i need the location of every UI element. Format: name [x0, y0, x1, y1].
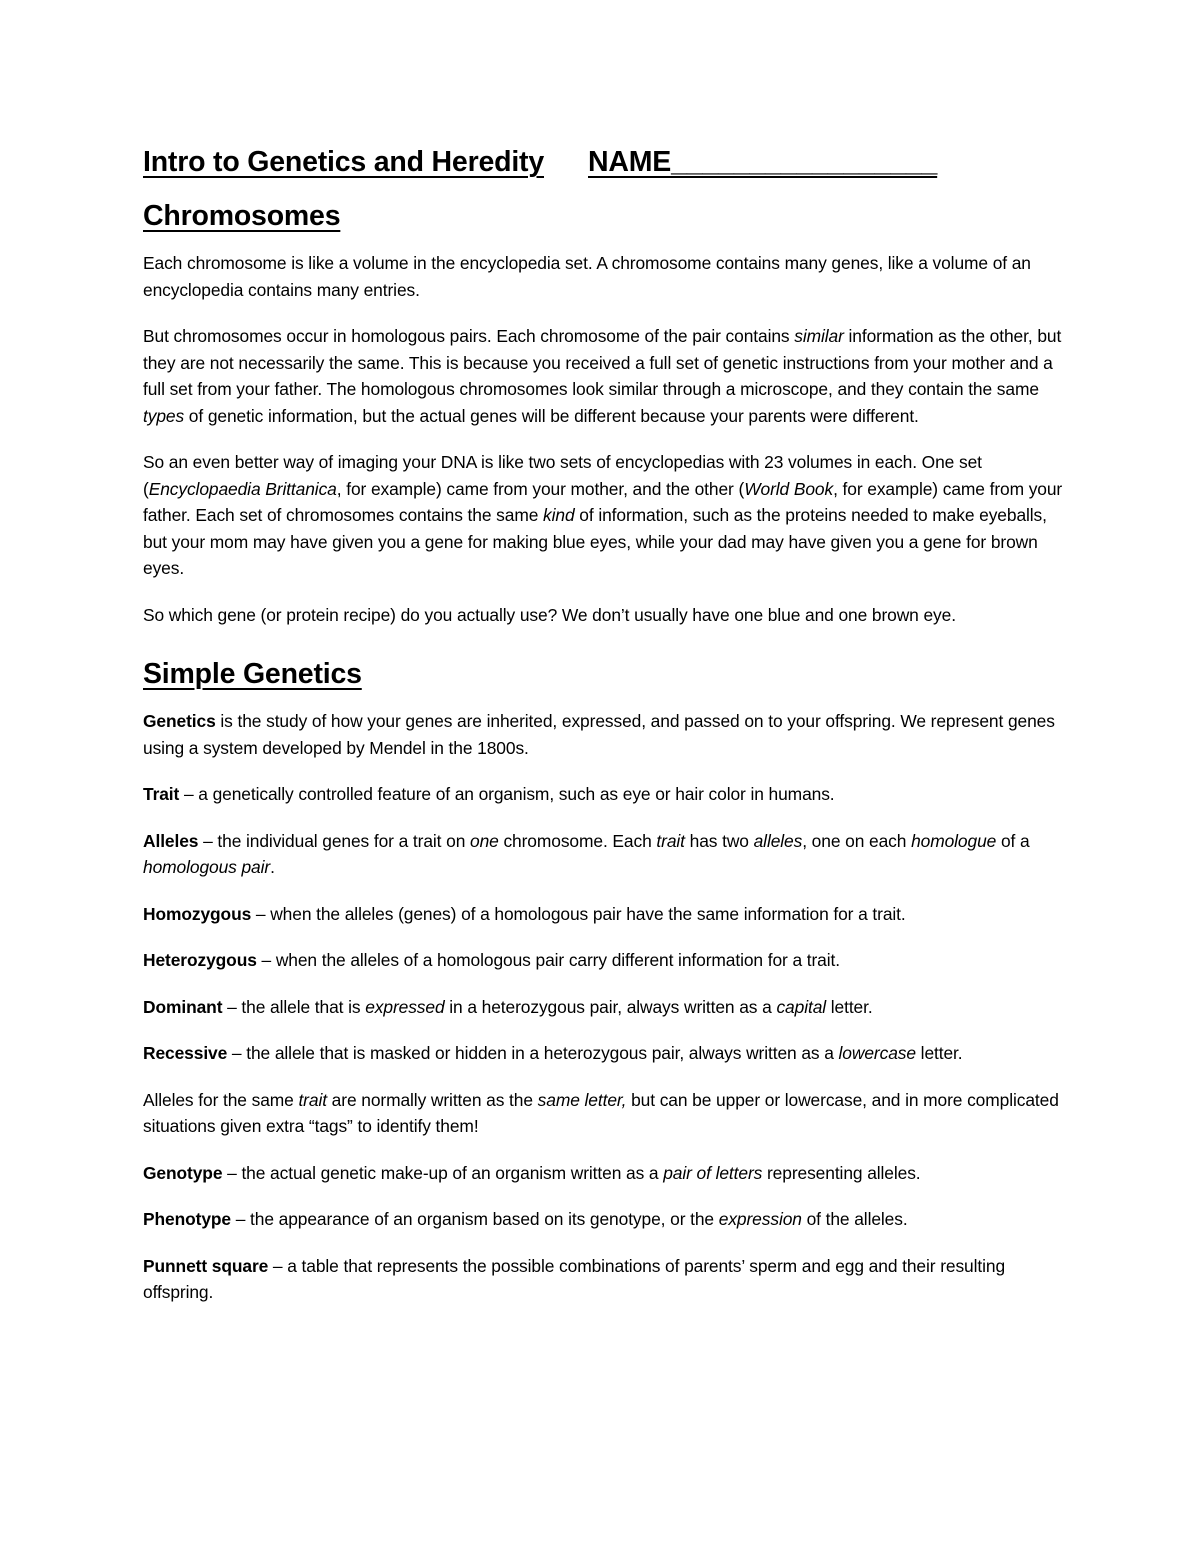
text-run: of information, such as the proteins needed to make eyeballs, but your mom may have given you a gene for making blue eyes, while your dad may have given you a gene for brown eyes. [143, 505, 1047, 578]
chromosomes-paragraph-3 [143, 449, 1063, 582]
text-run: chromosome. Each [498, 830, 657, 851]
text-run: So an even better way of imaging your DNA is like two sets of encyclopedias with 23 volumes in each. One set ( [143, 452, 982, 499]
chromosomes-paragraph-4: So which gene (or protein recipe) do you actually use? We don’t usually have one blue and one brown eye. [143, 604, 956, 625]
definition-recessive [143, 1040, 1063, 1067]
emphasis-kind: kind [543, 505, 575, 525]
text-run: . [270, 857, 275, 877]
term-homozygous: Homozygous [143, 903, 252, 924]
emphasis: trait [298, 1089, 327, 1110]
document-page [143, 142, 1063, 1306]
chromosomes-paragraph-1: Each chromosome is like a volume in the encyclopedia set. A chromosome contains many genes, like a volume of an encyclopedia contains many entries. [143, 253, 1031, 300]
term-phenotype: Phenotype [143, 1209, 231, 1229]
text-run: letter. [826, 996, 873, 1017]
definition-genetics [143, 708, 1063, 761]
text-run: letter. [915, 1043, 963, 1063]
definition-text: – a table that represents the possible combinations of parents’ sperm and egg and their resulting offspring. [143, 1255, 1006, 1302]
text-run: – the allele that is masked or hidden in a heterozygous pair, always written as a [227, 1043, 839, 1063]
text-run: of genetic information, but the actual genes will be different because your parents were different. [184, 405, 919, 426]
emphasis-similar: similar [794, 326, 844, 346]
emphasis: expressed [365, 996, 445, 1017]
title-text: Intro to Genetics and Heredity [143, 146, 544, 178]
text-run: information as the other, but they are not necessarily the same. This is because you received a full set of genetic instructions from your mother and a full set from your father. The homologous chromosomes look similar through a microscope, and they contain the same [143, 326, 1062, 399]
name-field-label: NAME_________________ [588, 146, 938, 178]
term-recessive: Recessive [143, 1043, 228, 1063]
definition-text: – a genetically controlled feature of an organism, such as eye or hair color in humans. [179, 784, 835, 804]
page-title [143, 142, 1063, 182]
definition-text: is the study of how your genes are inherited, expressed, and passed on to your offspring. We represent genes using a system developed by Mendel in the 1800s. [143, 711, 1055, 758]
definition-alleles [143, 828, 1063, 881]
emphasis: pair of letters [663, 1162, 763, 1183]
definition-trait [143, 781, 1063, 808]
emphasis-world-book: World Book [744, 478, 834, 499]
emphasis: homologue [911, 830, 997, 851]
definition-phenotype [143, 1206, 1063, 1233]
term-trait: Trait [143, 784, 180, 804]
emphasis-encyclopaedia: Encyclopaedia Brittanica [148, 478, 337, 499]
text-run: representing alleles. [762, 1162, 921, 1183]
text-run: , for example) came from your mother, and the other ( [336, 478, 745, 499]
chromosomes-paragraph-2 [143, 323, 1063, 429]
definition-heterozygous [143, 947, 1063, 974]
emphasis: one [470, 830, 499, 851]
definition-text: – when the alleles (genes) of a homologous pair have the same information for a trait. [251, 903, 906, 924]
text-run: of a [996, 830, 1030, 851]
definition-punnett-square [143, 1253, 1063, 1306]
simple-genetics-heading: Simple Genetics [143, 658, 362, 690]
emphasis: homologous pair [143, 857, 271, 877]
alleles-notation-note [143, 1087, 1063, 1140]
term-heterozygous: Heterozygous [143, 950, 257, 970]
definition-genotype [143, 1160, 1063, 1187]
text-run: , for example) came from your father. Each set of chromosomes contains the same [143, 478, 1063, 525]
text-run: – the individual genes for a trait on [198, 830, 470, 851]
text-run: But chromosomes occur in homologous pairs. Each chromosome of the pair contains [143, 326, 795, 346]
emphasis: capital [776, 996, 827, 1017]
definition-dominant [143, 994, 1063, 1021]
chromosomes-heading: Chromosomes [143, 200, 341, 232]
definition-homozygous [143, 901, 1063, 928]
emphasis: same letter, [537, 1089, 627, 1110]
text-run: are normally written as the [326, 1089, 538, 1110]
term-genetics: Genetics [143, 711, 216, 731]
text-run: Alleles for the same [143, 1089, 299, 1110]
text-run: of the alleles. [801, 1209, 908, 1229]
text-run: but can be upper or lowercase, and in more complicated situations given extra “tags” to identify them! [143, 1089, 1059, 1136]
text-run: , one on each [802, 830, 912, 851]
emphasis: lowercase [838, 1043, 916, 1063]
term-punnett-square: Punnett square [143, 1255, 269, 1276]
text-run: – the appearance of an organism based on its genotype, or the [231, 1209, 719, 1229]
text-run: in a heterozygous pair, always written as a [444, 996, 777, 1017]
emphasis-types: types [143, 405, 185, 426]
term-dominant: Dominant [143, 996, 223, 1017]
term-alleles: Alleles [143, 830, 199, 851]
text-run: has two [684, 830, 754, 851]
emphasis: alleles [753, 830, 803, 851]
text-run: – the allele that is [222, 996, 366, 1017]
definition-text: – when the alleles of a homologous pair carry different information for a trait. [256, 950, 840, 970]
text-run: – the actual genetic make-up of an organism written as a [222, 1162, 664, 1183]
emphasis: trait [656, 830, 685, 851]
term-genotype: Genotype [143, 1162, 223, 1183]
emphasis: expression [718, 1209, 802, 1229]
